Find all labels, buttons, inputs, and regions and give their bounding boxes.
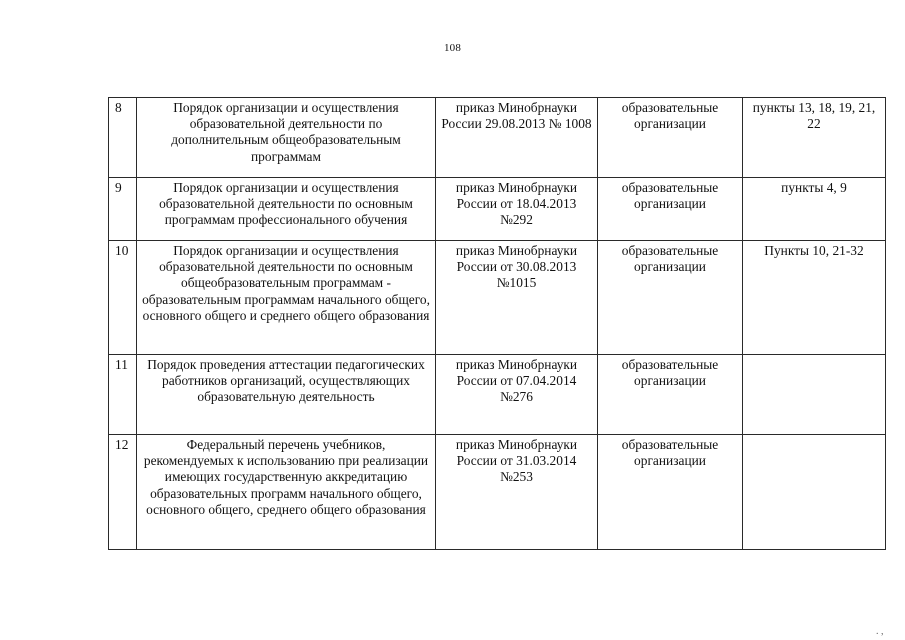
subjects-cell: образовательные организации bbox=[598, 98, 743, 178]
document-title: Порядок проведения аттестации педагогических работников организаций, осуществляющих образовательную деятельность bbox=[137, 355, 436, 435]
page-number: 108 bbox=[443, 42, 462, 54]
document-title: Порядок организации и осуществления образовательной деятельности по основным общеобразовательным программам - образовательным программам начального общего, основного общего и среднего общего образования bbox=[137, 241, 436, 355]
document-title: Федеральный перечень учебников, рекомендуемых к использованию при реализации имеющих государственную аккредитацию образовательных программ начального общего, основного общего, среднего общего образования bbox=[137, 435, 436, 550]
requirements-table bbox=[108, 97, 886, 550]
approving-order: приказ Минобрнауки России от 30.08.2013 №1015 bbox=[436, 241, 598, 355]
subjects-cell: образовательные организации bbox=[598, 355, 743, 435]
row-number: 8 bbox=[109, 98, 137, 178]
row-number: 10 bbox=[109, 241, 137, 355]
points-cell: пункты 13, 18, 19, 21, 22 bbox=[743, 98, 886, 178]
points-cell: пункты 4, 9 bbox=[743, 178, 886, 241]
approving-order: приказ Минобрнауки России от 31.03.2014 №253 bbox=[436, 435, 598, 550]
document-title: Порядок организации и осуществления образовательной деятельности по дополнительным общеобразовательным программам bbox=[137, 98, 436, 178]
table-row bbox=[109, 241, 886, 355]
approving-order: приказ Минобрнауки России от 07.04.2014 №276 bbox=[436, 355, 598, 435]
subjects-cell: образовательные организации bbox=[598, 178, 743, 241]
points-cell bbox=[743, 355, 886, 435]
table-row bbox=[109, 98, 886, 178]
approving-order: приказ Минобрнауки России 29.08.2013 № 1008 bbox=[436, 98, 598, 178]
scan-mark: . , bbox=[876, 626, 884, 637]
subjects-cell: образовательные организации bbox=[598, 435, 743, 550]
subjects-cell: образовательные организации bbox=[598, 241, 743, 355]
points-cell bbox=[743, 435, 886, 550]
table-row bbox=[109, 355, 886, 435]
table-row bbox=[109, 435, 886, 550]
row-number: 11 bbox=[109, 355, 137, 435]
table-row bbox=[109, 178, 886, 241]
approving-order: приказ Минобрнауки России от 18.04.2013 №292 bbox=[436, 178, 598, 241]
document-title: Порядок организации и осуществления образовательной деятельности по основным программам профессионального обучения bbox=[137, 178, 436, 241]
row-number: 12 bbox=[109, 435, 137, 550]
row-number: 9 bbox=[109, 178, 137, 241]
points-cell: Пункты 10, 21-32 bbox=[743, 241, 886, 355]
